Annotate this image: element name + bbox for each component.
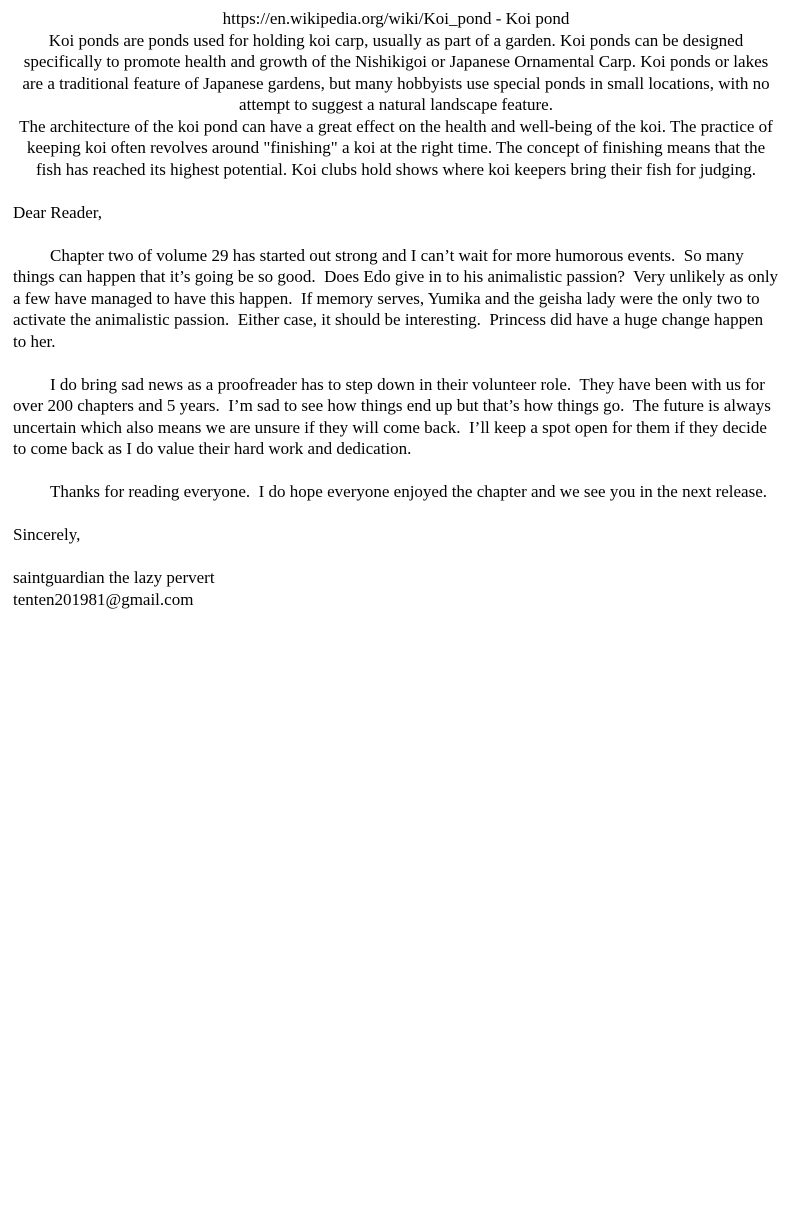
closing: Sincerely, (13, 525, 81, 544)
salutation: Dear Reader, (13, 202, 102, 222)
signature-block (13, 567, 779, 610)
letter-paragraph-1: Chapter two of volume 29 has started out strong and I can’t wait for more humorous events. So many things can happen that it’s going be so good. Does Edo give in to his animalistic passion? Very unlikely as only a few have managed to have this happen. If memory serves, Yumika and the geisha lady were the only two to activate the animalistic passion. Either case, it should be interesting. Princess did have a huge change happen to her. (13, 245, 783, 351)
wikipedia-excerpt-block (13, 8, 779, 180)
letter-paragraph-3: Thanks for reading everyone. I do hope everyone enjoyed the chapter and we see you in the next release. (50, 482, 768, 501)
letter-block (13, 202, 783, 611)
source-url-line: https://en.wikipedia.org/wiki/Koi_pond - Koi pond (222, 9, 570, 28)
letter-paragraph-2: I do bring sad news as a proofreader has to step down in their volunteer role. They have been with us for over 200 chapters and 5 years. I’m sad to see how things end up but that’s how things go. The future is always uncertain which also means we are unsure if they will come back. I’ll keep a spot open for them if they decide to come back as I do value their hard work and dedication. (13, 374, 776, 458)
signature-email: tenten201981@gmail.com (13, 589, 194, 609)
koi-pond-paragraph-2: The architecture of the koi pond can have a great effect on the health and well-being of the koi. The practice of keeping koi often revolves around "finishing" a koi at the right time. The concept of finishing means that the fish has reached its highest potential. Koi clubs hold shows where koi keepers bring their fish for judging. (19, 116, 778, 179)
koi-pond-paragraph-1: Koi ponds are ponds used for holding koi carp, usually as part of a garden. Koi ponds can be designed specifically to promote health and growth of the Nishikigoi or Japanese Ornamental Carp. Koi ponds or lakes are a traditional feature of Japanese gardens, but many hobbyists use special ponds in small locations, with no attempt to suggest a natural landscape feature. (22, 30, 774, 114)
signature-name: saintguardian the lazy pervert (13, 568, 215, 587)
